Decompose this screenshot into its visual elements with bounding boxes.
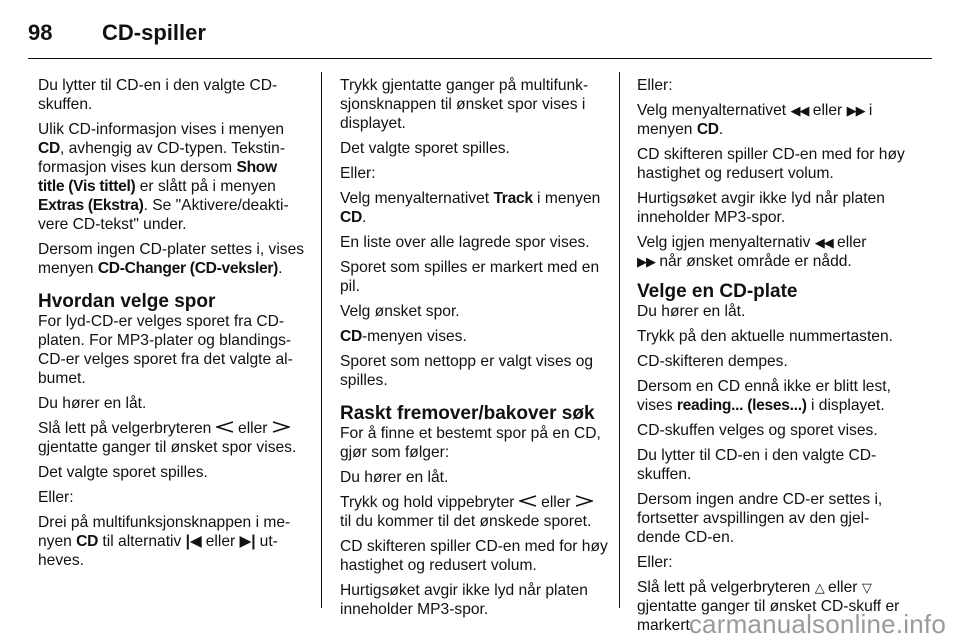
text: .	[718, 121, 724, 138]
text: .	[361, 209, 367, 226]
text: når ønsket område er nådd.	[655, 253, 852, 270]
text: -menyen vises.	[361, 328, 467, 345]
selector-left-icon	[216, 419, 234, 438]
text: . Se "Aktivere/deaktivere CD-tekst" under.	[38, 197, 289, 233]
section-heading: Hvordan velge spor	[38, 291, 216, 312]
page-header	[28, 20, 206, 50]
rocker-right-icon	[575, 493, 593, 512]
paragraph: Du hører en låt.	[340, 469, 449, 486]
selector-down-icon: ▽	[861, 580, 871, 595]
paragraph: For å finne et bestemt spor på en CD, gjør som følger:	[340, 425, 601, 461]
bold-term: CD-Changer (CD-veksler)	[97, 260, 279, 277]
paragraph	[637, 377, 905, 415]
paragraph: CD-skifteren dempes.	[637, 353, 788, 370]
paragraph: Hurtigsøket avgir ikke lyd når platen inneholder MP3-spor.	[637, 190, 885, 226]
text: Slå lett på velgerbryteren	[38, 420, 216, 437]
paragraph: Sporet som nettopp er valgt vises og spilles.	[340, 353, 594, 389]
bold-term: CD	[38, 140, 60, 157]
bold-term: CD	[76, 533, 99, 550]
text: Velg menyalternativet	[637, 102, 791, 119]
text: Dersom en CD ennå ikke er blitt lest, vises	[637, 378, 891, 414]
rewind-icon: ◀◀	[790, 103, 809, 118]
header-rule	[28, 58, 932, 59]
paragraph: Du hører en låt.	[38, 395, 147, 412]
text: eller	[823, 579, 862, 596]
text: , avhengig av CD-typen. Tekstinformasjon vises kun dersom	[38, 140, 286, 176]
rewind-icon: ◀◀	[814, 235, 833, 250]
paragraph: Eller:	[38, 489, 74, 506]
text: til alternativ	[98, 533, 186, 550]
paragraph: CD-skuffen velges og sporet vises.	[637, 422, 878, 439]
bold-term: CD	[696, 121, 719, 138]
text: eller	[808, 102, 847, 119]
paragraph: Du lytter til CD-en i den valgte CD-skuffen.	[38, 77, 278, 113]
text: til du kommer til det ønskede sporet.	[340, 513, 592, 530]
paragraph	[38, 419, 306, 457]
paragraph	[38, 513, 306, 570]
paragraph: Velg ønsket spor.	[340, 303, 460, 320]
fast-forward-icon: ▶▶	[846, 103, 865, 118]
paragraph	[38, 240, 306, 278]
paragraph: For lyd-CD-er velges sporet fra CD-platen. For MP3-plater og blandings-CD-er velges sporet fra det valgte albumet.	[38, 313, 293, 387]
paragraph: Dersom ingen andre CD-er settes i, fortsetter avspillingen av den gjeldende CD-en.	[637, 491, 883, 546]
text: Drei på multifunksjonsknappen i menyen	[38, 514, 291, 550]
text: i displayet.	[806, 397, 885, 414]
page-number: 98	[28, 20, 53, 45]
paragraph: Det valgte sporet spilles.	[340, 140, 510, 157]
text: Velg igjen menyalternativ	[637, 234, 815, 251]
fast-forward-icon: ▶▶	[637, 254, 655, 269]
text: Velg menyalternativet	[340, 190, 494, 207]
section-heading: Velge en CD-plate	[637, 281, 798, 302]
column-2	[340, 76, 608, 625]
paragraph: Det valgte sporet spilles.	[38, 464, 208, 481]
section-heading: Raskt fremover/bakover søk	[340, 403, 595, 424]
text: i menyen	[637, 102, 873, 138]
watermark: carmanualsonline.info	[688, 609, 946, 639]
text: Dersom ingen CD-plater settes i, vises menyen	[38, 241, 305, 277]
text: eller	[233, 420, 272, 437]
text: Ulik CD-informasjon vises i menyen	[38, 121, 285, 138]
text: .	[278, 260, 283, 277]
paragraph: Eller:	[637, 77, 673, 94]
paragraph: Sporet som spilles er markert med en pil.	[340, 259, 600, 295]
paragraph: Eller:	[637, 554, 673, 571]
column-3	[637, 76, 905, 641]
chapter-title: CD-spiller	[102, 20, 206, 45]
bold-term: reading... (leses...)	[676, 397, 807, 414]
column-divider-2	[619, 72, 620, 608]
paragraph: Du hører en låt.	[637, 303, 746, 320]
bold-term: CD	[340, 328, 362, 345]
selector-up-icon: △	[814, 580, 824, 595]
text: Trykk og hold vippebryter	[340, 494, 519, 511]
bold-term: CD	[340, 209, 362, 226]
column-divider-1	[321, 72, 322, 608]
text: utheves.	[38, 533, 278, 569]
text: eller	[832, 234, 867, 251]
bold-term: Extras (Ekstra)	[38, 197, 144, 214]
paragraph: Eller:	[340, 165, 376, 182]
paragraph	[637, 101, 905, 139]
column-1	[38, 76, 306, 576]
paragraph	[340, 327, 608, 346]
rocker-left-icon	[519, 493, 537, 512]
paragraph: Du lytter til CD-en i den valgte CD-skuffen.	[637, 447, 877, 483]
paragraph: Trykk gjentatte ganger på multifunksjonsknappen til ønsket spor vises i displayet.	[340, 77, 589, 132]
text: er slått på i menyen	[135, 178, 276, 195]
text: eller	[201, 533, 240, 550]
paragraph	[340, 189, 608, 227]
paragraph: CD skifteren spiller CD-en med for høy hastighet og redusert volum.	[637, 146, 905, 182]
bold-term: Track	[493, 190, 533, 207]
paragraph	[340, 493, 608, 531]
text: gjentatte ganger til ønsket CD-skuff er markert.	[637, 598, 900, 634]
text: eller	[536, 494, 575, 511]
previous-track-icon: |◀	[185, 533, 202, 550]
text: Slå lett på velgerbryteren	[637, 579, 815, 596]
selector-right-icon	[272, 419, 290, 438]
paragraph: CD skifteren spiller CD-en med for høy hastighet og redusert volum.	[340, 538, 608, 574]
next-track-icon: ▶|	[239, 533, 256, 550]
paragraph	[637, 233, 905, 271]
paragraph: En liste over alle lagrede spor vises.	[340, 234, 590, 251]
text: i menyen	[532, 190, 601, 207]
bold-term: Show title (Vis tittel)	[38, 159, 277, 195]
paragraph: Hurtigsøket avgir ikke lyd når platen inneholder MP3-spor.	[340, 582, 588, 618]
text: gjentatte ganger til ønsket spor vises.	[38, 439, 297, 456]
paragraph	[38, 120, 306, 234]
paragraph: Trykk på den aktuelle nummertasten.	[637, 328, 893, 345]
